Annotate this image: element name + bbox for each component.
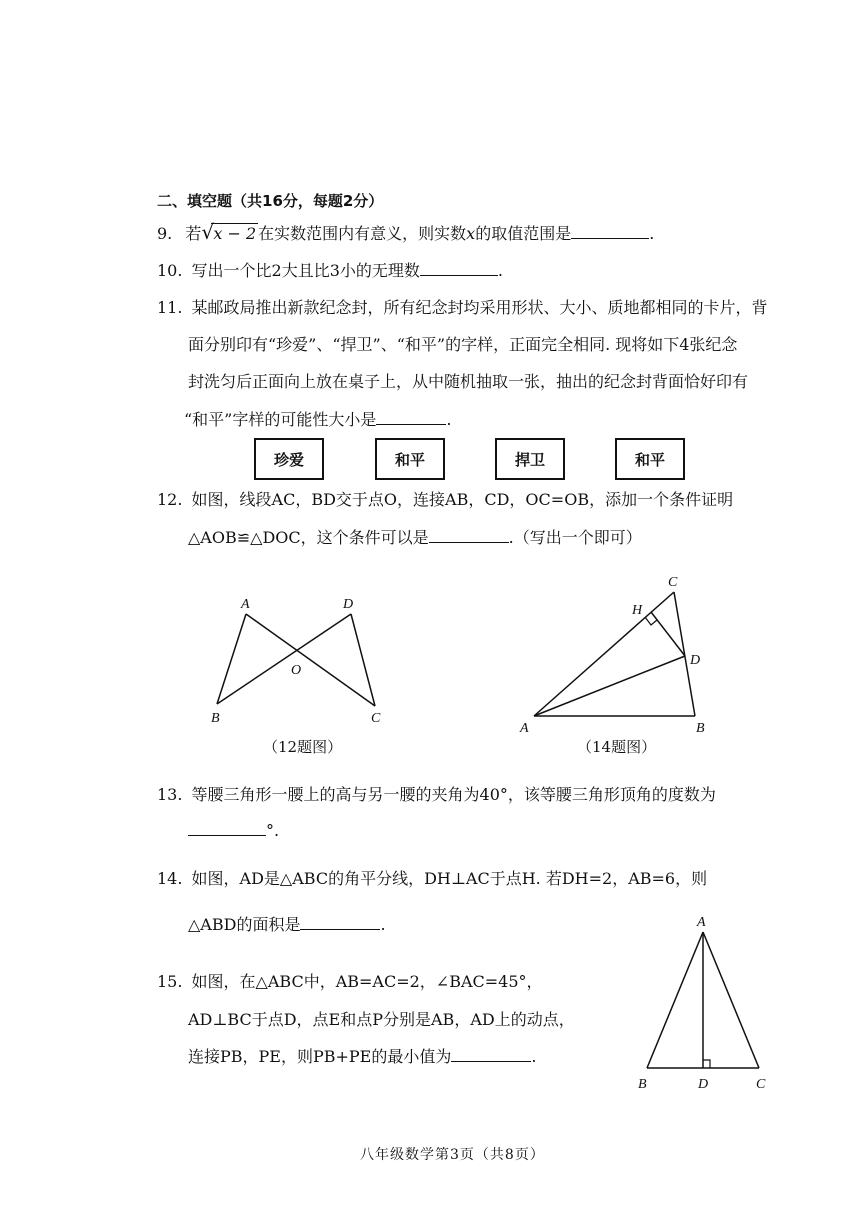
label-c: C	[756, 1077, 766, 1092]
question-number: 11.	[157, 298, 183, 317]
q9-var: x	[466, 224, 476, 243]
segment-dh	[651, 612, 685, 656]
label-a: A	[697, 915, 706, 930]
label-d: D	[343, 597, 354, 612]
label-b: B	[696, 721, 705, 736]
q11-end: .	[446, 410, 452, 429]
question-14	[157, 869, 707, 889]
q15-line2: AD⊥BC于点D，点E和点P分别是AB，AD上的动点，	[188, 1010, 575, 1029]
label-d: D	[698, 1077, 709, 1092]
q10-text: 写出一个比2大且比3小的无理数	[191, 261, 420, 280]
page-footer: 八年级数学第3页（共8页）	[360, 1147, 545, 1163]
question-number: 14.	[157, 869, 183, 888]
radicand: x − 2	[213, 224, 257, 243]
card-heping	[375, 438, 445, 480]
q15-line3-pre: 连接PB，PE，则PB+PE的最小值为	[188, 1047, 452, 1066]
q11-line3: 封洗匀后正面向上放在桌子上，从中随机抽取一张，抽出的纪念封背面恰好印有	[188, 372, 749, 391]
answer-blank[interactable]	[300, 915, 380, 930]
segment-bd	[217, 614, 351, 704]
card-label: 和平	[394, 450, 425, 469]
q13-line2	[188, 821, 279, 841]
label-a: A	[241, 597, 250, 612]
question-10	[157, 261, 503, 281]
card-label: 和平	[634, 450, 665, 469]
answer-blank[interactable]	[376, 410, 446, 425]
q11-line1: 某邮政局推出新款纪念封，所有纪念封均采用形状、大小、质地都相同的卡片，背	[191, 298, 768, 317]
q14-line2	[188, 915, 386, 935]
segment-ac	[534, 592, 674, 716]
question-number: 15.	[157, 972, 183, 991]
label-o: O	[291, 663, 302, 678]
question-15	[157, 972, 543, 992]
label-b: B	[638, 1077, 647, 1092]
label-b: B	[211, 711, 220, 726]
figure-15	[630, 910, 775, 1095]
q15-end: .	[531, 1047, 537, 1066]
question-number: 9.	[157, 224, 173, 243]
q14-end: .	[380, 915, 386, 934]
answer-blank[interactable]	[429, 528, 509, 543]
card-zhenai	[254, 438, 324, 480]
q11-line2: 面分别印有“珍爱”、“捍卫”、“和平”的字样，正面完全相同. 现将如下4张纪念	[188, 335, 738, 354]
q12-line2-pre: △AOB≌△DOC，这个条件可以是	[188, 528, 429, 547]
q11-line4-text: “和平”字样的可能性大小是	[184, 410, 377, 429]
answer-blank[interactable]	[188, 821, 266, 836]
answer-blank[interactable]	[451, 1047, 531, 1062]
right-angle-mark	[703, 1060, 710, 1068]
section-title: 二、填空题（共16分，每题2分）	[157, 192, 384, 210]
segment-ad	[534, 656, 685, 716]
segment-ab	[647, 932, 703, 1068]
sqrt-expression: √ x − 2	[201, 220, 257, 244]
q12-line2-post: .（写出一个即可）	[508, 528, 642, 547]
q9-post: 的取值范围是	[475, 224, 572, 243]
q9-end: .	[649, 224, 655, 243]
label-h: H	[632, 603, 643, 618]
q13-line2-post: °.	[266, 821, 280, 840]
card-label: 珍爱	[273, 450, 304, 469]
card-heping	[615, 438, 685, 480]
segment-ac	[703, 932, 759, 1068]
answer-blank[interactable]	[571, 224, 649, 239]
q14-line1: 如图，AD是△ABC的角平分线，DH⊥AC于点H. 若DH=2，AB=6，则	[191, 869, 708, 888]
question-number: 10.	[157, 261, 183, 280]
q10-end: .	[497, 261, 504, 280]
q9-pre: 若	[185, 224, 202, 243]
segment-ac	[246, 614, 375, 706]
q15-line1: 如图，在△ABC中，AB=AC=2，∠BAC=45°，	[191, 972, 543, 991]
q12-line1: 如图，线段AC，BD交于点O，连接AB，CD，OC=OB，添加一个条件证明	[191, 490, 734, 509]
question-9	[157, 220, 655, 244]
label-c: C	[668, 575, 678, 590]
label-d: D	[690, 653, 701, 668]
q12-line2	[188, 528, 642, 548]
figure-14	[510, 570, 725, 740]
label-a: A	[520, 721, 529, 736]
question-12	[157, 490, 733, 510]
q15-line3	[188, 1047, 536, 1067]
question-number: 12.	[157, 490, 183, 509]
card-hanwei	[495, 438, 565, 480]
figure-14-caption: （14题图）	[577, 738, 657, 756]
answer-blank[interactable]	[420, 261, 498, 276]
question-11	[157, 298, 768, 318]
q9-mid: 在实数范围内有意义，则实数	[258, 224, 467, 243]
segment-ab	[217, 614, 246, 704]
card-label: 捍卫	[514, 450, 545, 469]
figure-12	[205, 590, 395, 730]
question-number: 13.	[157, 785, 183, 804]
q11-line4	[184, 410, 451, 430]
label-c: C	[371, 711, 381, 726]
q14-line2-pre: △ABD的面积是	[188, 915, 301, 934]
q13-line1: 等腰三角形一腰上的高与另一腰的夹角为40°，该等腰三角形顶角的度数为	[191, 785, 716, 804]
figure-12-caption: （12题图）	[263, 738, 343, 756]
question-13	[157, 785, 716, 805]
